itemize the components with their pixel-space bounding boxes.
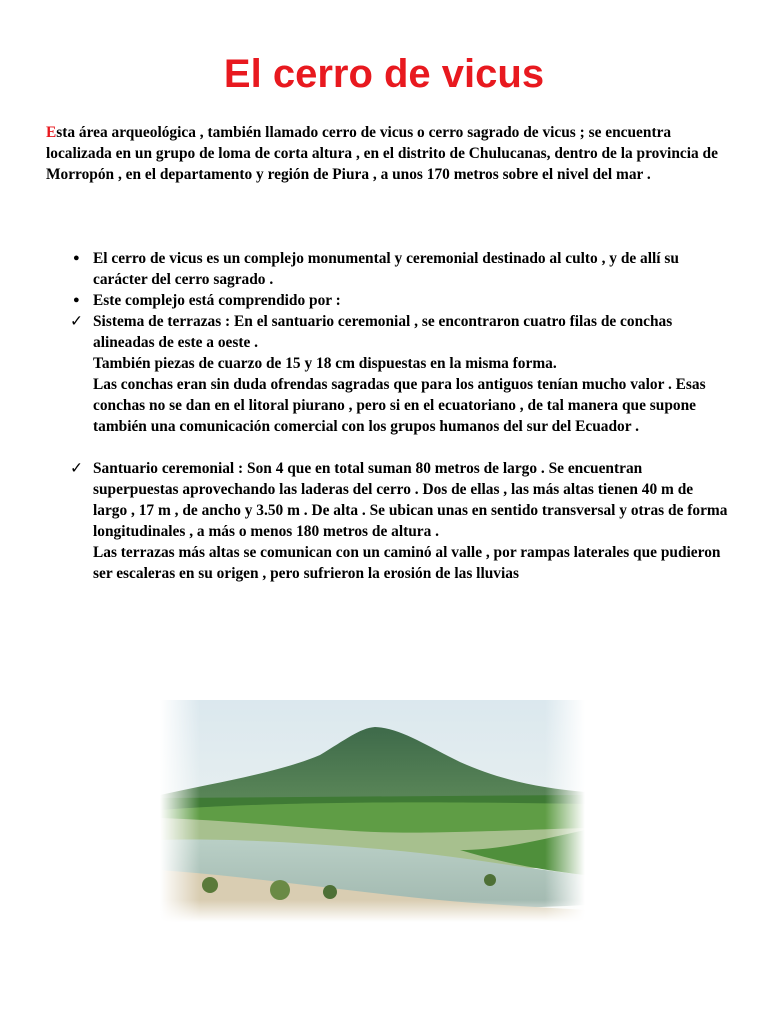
- intro-paragraph: [46, 122, 736, 185]
- item-text: También piezas de cuarzo de 15 y 18 cm dispuestas en la misma forma.: [93, 355, 557, 372]
- intro-dropcap: E: [46, 124, 57, 141]
- feature-list: [70, 248, 730, 584]
- list-item: [70, 290, 730, 311]
- item-text: Santuario ceremonial : Son 4 que en total suman 80 metros de largo . Se encuentran superpuestas aprovechando las laderas del cerro . Dos de ellas , las más altas tienen 40 m de largo , 17 m , de ancho y 3.50 m . De alta . Se ubican unas en sentido transversal y otras de forma longitudinales , a más o menos 180 metros de altura .: [93, 460, 728, 540]
- list-item: [70, 248, 730, 290]
- intro-text: sta área arqueológica , también llamado cerro de vicus o cerro sagrado de vicus ; se encuentra localizada en un grupo de loma de corta altura , en el distrito de Chulucanas, dentro de la provincia de Morropón , en el departamento y región de Piura , a unos 170 metros sobre el nivel del mar .: [46, 124, 718, 183]
- mountain-landscape-photo: [160, 700, 585, 922]
- item-text: El cerro de vicus es un complejo monumental y ceremonial destinado al culto , y de allí su carácter del cerro sagrado .: [93, 250, 679, 288]
- checkmark-icon: ✓: [70, 460, 83, 477]
- bullet-icon: ●: [73, 252, 80, 264]
- list-item: [70, 458, 730, 584]
- item-text: Las conchas eran sin duda ofrendas sagradas que para los antiguos tenían mucho valor . Esas conchas no se dan en el litoral piurano , pero si en el ecuatoriano , de tal manera que supone también una comunicación comercial con los grupos humanos del sur del Ecuador .: [93, 376, 706, 435]
- bullet-icon: ●: [73, 294, 80, 306]
- page-title: El cerro de vicus: [223, 52, 545, 96]
- item-text: Sistema de terrazas : En el santuario ceremonial , se encontraron cuatro filas de conchas alineadas de este a oeste .: [93, 313, 673, 351]
- checkmark-icon: ✓: [70, 313, 83, 330]
- list-item: [70, 311, 730, 458]
- item-text: Este complejo está comprendido por :: [93, 292, 341, 309]
- item-text: Las terrazas más altas se comunican con un caminó al valle , por rampas laterales que pudieron ser escaleras en su origen , pero sufrieron la erosión de las lluvias: [93, 544, 721, 582]
